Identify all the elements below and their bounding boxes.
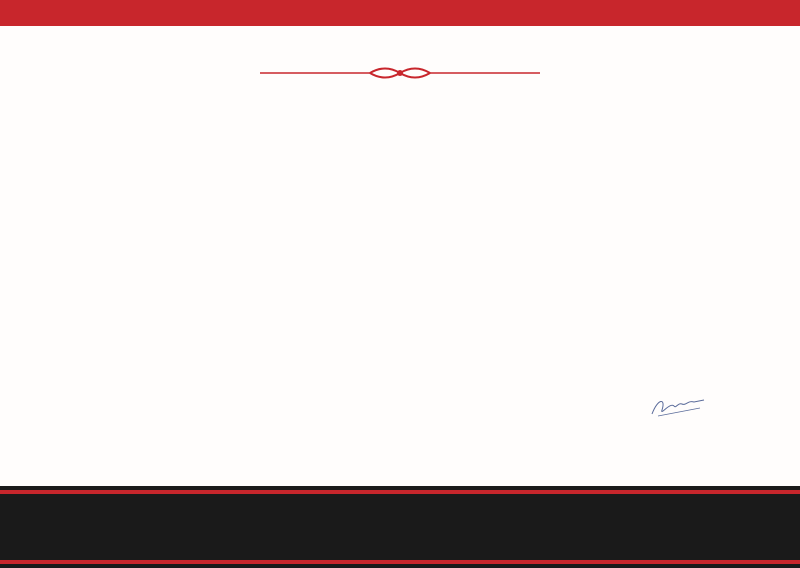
ukrainian-column [424, 150, 764, 176]
trainer-signature [648, 396, 706, 420]
top-embroidery-band [0, 0, 800, 58]
bottom-embroidery-band [0, 472, 800, 568]
title-ornament [260, 64, 540, 82]
english-column [40, 150, 380, 176]
certificate-header [0, 58, 800, 89]
